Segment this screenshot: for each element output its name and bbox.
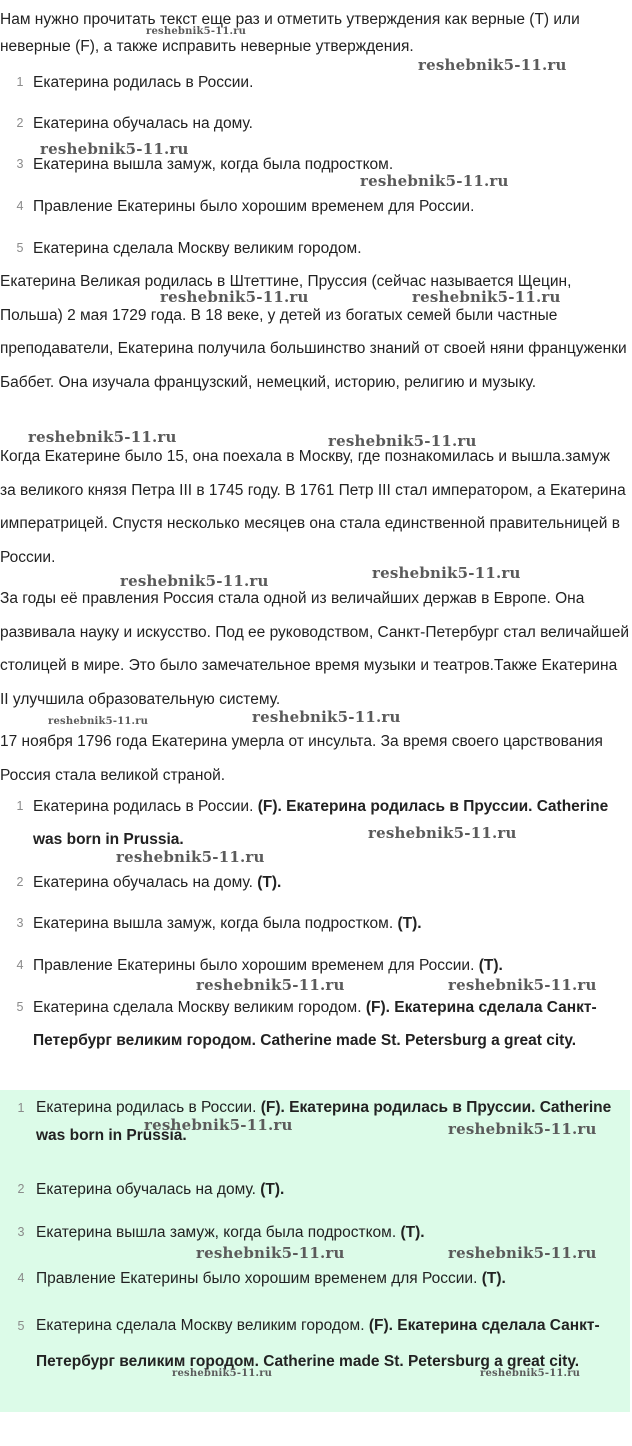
- watermark: reshebnik5-11.ru: [480, 1368, 581, 1379]
- answer-text-wrap: [33, 991, 626, 1057]
- item-number: 2: [16, 116, 24, 130]
- item-number: 5: [16, 1000, 24, 1014]
- answer-mark: (T).: [478, 957, 503, 974]
- answer-mark: (F).: [368, 1317, 393, 1334]
- item-text: Екатерина обучалась на дому.: [33, 115, 253, 132]
- answer-text-wrap: [36, 1262, 626, 1295]
- watermark: reshebnik5-11.ru: [196, 976, 345, 994]
- watermark: reshebnik5-11.ru: [196, 1244, 345, 1262]
- watermark: reshebnik5-11.ru: [448, 976, 597, 994]
- story-paragraph: За годы её правления Россия стала одной из величайших держав в Европе. Она развивала науку и искусство. Под ее руководством, Санкт-Петербург стал величайшей столицей в мире. Это было замечательное время музыки и театров.Также Екатерина II улучшила образовательную систему.: [0, 590, 630, 708]
- answer-mark: (F).: [260, 1099, 285, 1116]
- answer-text: Екатерина сделала Москву великим городом.: [33, 999, 366, 1016]
- item-number: 4: [16, 958, 24, 972]
- answer-fix: Екатерина сделала Санкт-Петербург великим городом. Catherine made St. Petersburg a great city.: [36, 1317, 600, 1370]
- watermark: reshebnik5-11.ru: [368, 824, 517, 842]
- answer-mark: (T).: [397, 915, 422, 932]
- item-number: 1: [17, 1101, 25, 1115]
- watermark: reshebnik5-11.ru: [172, 1368, 273, 1379]
- item-text: Правление Екатерины было хорошим временем для России.: [33, 198, 475, 215]
- item-number: 3: [16, 916, 24, 930]
- answer-fix: Екатерина родилась в Пруссии. Catherine was born in Prussia.: [33, 798, 609, 848]
- item-text: Екатерина вышла замуж, когда была подростком.: [33, 156, 394, 173]
- item-number: 5: [16, 241, 24, 255]
- watermark: reshebnik5-11.ru: [48, 716, 149, 727]
- answer-text-wrap: [36, 1173, 626, 1206]
- watermark: reshebnik5-11.ru: [448, 1244, 597, 1262]
- item-number: 4: [16, 199, 24, 213]
- answer-mark: (T).: [260, 1181, 285, 1198]
- answer-text: Екатерина сделала Москву великим городом.: [36, 1317, 369, 1334]
- story-paragraph: 17 ноября 1796 года Екатерина умерла от инсульта. За время своего царствования Россия стала великой страной.: [0, 733, 603, 784]
- answer-text: Правление Екатерины было хорошим временем для России.: [36, 1270, 482, 1287]
- answer-text: Екатерина вышла замуж, когда была подростком.: [33, 915, 398, 932]
- item-number: 4: [17, 1271, 25, 1285]
- story-paragraph: Когда Екатерине было 15, она поехала в Москву, где познакомилась и вышла.замуж за великого князя Петра III в 1745 году. В 1761 Петр III стал императором, а Екатерина императрицей. Спустя несколько месяцев она стала единственной правительницей в России.: [0, 448, 626, 566]
- item-number: 2: [16, 875, 24, 889]
- answer-mark: (T).: [481, 1270, 506, 1287]
- answer-text-wrap: [33, 866, 626, 899]
- answer-text: Правление Екатерины было хорошим временем для России.: [33, 957, 479, 974]
- item-number: 1: [16, 799, 24, 813]
- watermark: reshebnik5-11.ru: [372, 564, 521, 582]
- answer-text: Екатерина родилась в России.: [33, 798, 258, 815]
- watermark: reshebnik5-11.ru: [360, 172, 509, 190]
- answer-mark: (F).: [365, 999, 390, 1016]
- watermark: reshebnik5-11.ru: [328, 432, 477, 450]
- watermark: reshebnik5-11.ru: [144, 1116, 293, 1134]
- answer-text-wrap: [33, 790, 626, 856]
- answer-fix: Екатерина родилась в Пруссии. Catherine was born in Prussia.: [36, 1099, 612, 1144]
- item-number: 1: [16, 75, 24, 89]
- watermark: reshebnik5-11.ru: [120, 572, 269, 590]
- answer-text: Екатерина вышла замуж, когда была подростком.: [36, 1224, 401, 1241]
- watermark: reshebnik5-11.ru: [116, 848, 265, 866]
- watermark: reshebnik5-11.ru: [28, 428, 177, 446]
- answer-mark: (T).: [257, 874, 282, 891]
- answer-mark: (T).: [400, 1224, 425, 1241]
- intro-text: Нам нужно прочитать текст еще раз и отметить утверждения как верные (T) или неверные (F), а также исправить неверные утверждения.: [0, 11, 580, 55]
- item-number: 3: [16, 157, 24, 171]
- item-number: 3: [17, 1225, 25, 1239]
- item-text: Екатерина сделала Москву великим городом.: [33, 240, 362, 257]
- watermark: reshebnik5-11.ru: [40, 140, 189, 158]
- item-number: 2: [17, 1182, 25, 1196]
- watermark: reshebnik5-11.ru: [418, 56, 567, 74]
- story-paragraph: Екатерина Великая родилась в Штеттине, Пруссия (сейчас называется Щецин, Польша) 2 мая 1729 года. В 18 веке, у детей из богатых семей были частные преподаватели, Екатерина получила большинство знаний от своей няни француженки Баббет. Она изучала французский, немецкий, историю, религию и музыку.: [0, 273, 627, 391]
- item-number: 5: [17, 1319, 25, 1333]
- answer-text-wrap: [33, 907, 626, 940]
- watermark: reshebnik5-11.ru: [252, 708, 401, 726]
- watermark: reshebnik5-11.ru: [448, 1120, 597, 1138]
- answer-text: Екатерина обучалась на дому.: [36, 1181, 261, 1198]
- answer-mark: (F).: [257, 798, 282, 815]
- answer-text: Екатерина родилась в России.: [36, 1099, 261, 1116]
- answer-text: Екатерина обучалась на дому.: [33, 874, 258, 891]
- watermark: reshebnik5-11.ru: [146, 26, 247, 37]
- watermark: reshebnik5-11.ru: [412, 288, 561, 306]
- watermark: reshebnik5-11.ru: [160, 288, 309, 306]
- answer-fix: Екатерина сделала Санкт-Петербург великим городом. Catherine made St. Petersburg a great city.: [33, 999, 597, 1049]
- item-text: Екатерина родилась в России.: [33, 74, 254, 91]
